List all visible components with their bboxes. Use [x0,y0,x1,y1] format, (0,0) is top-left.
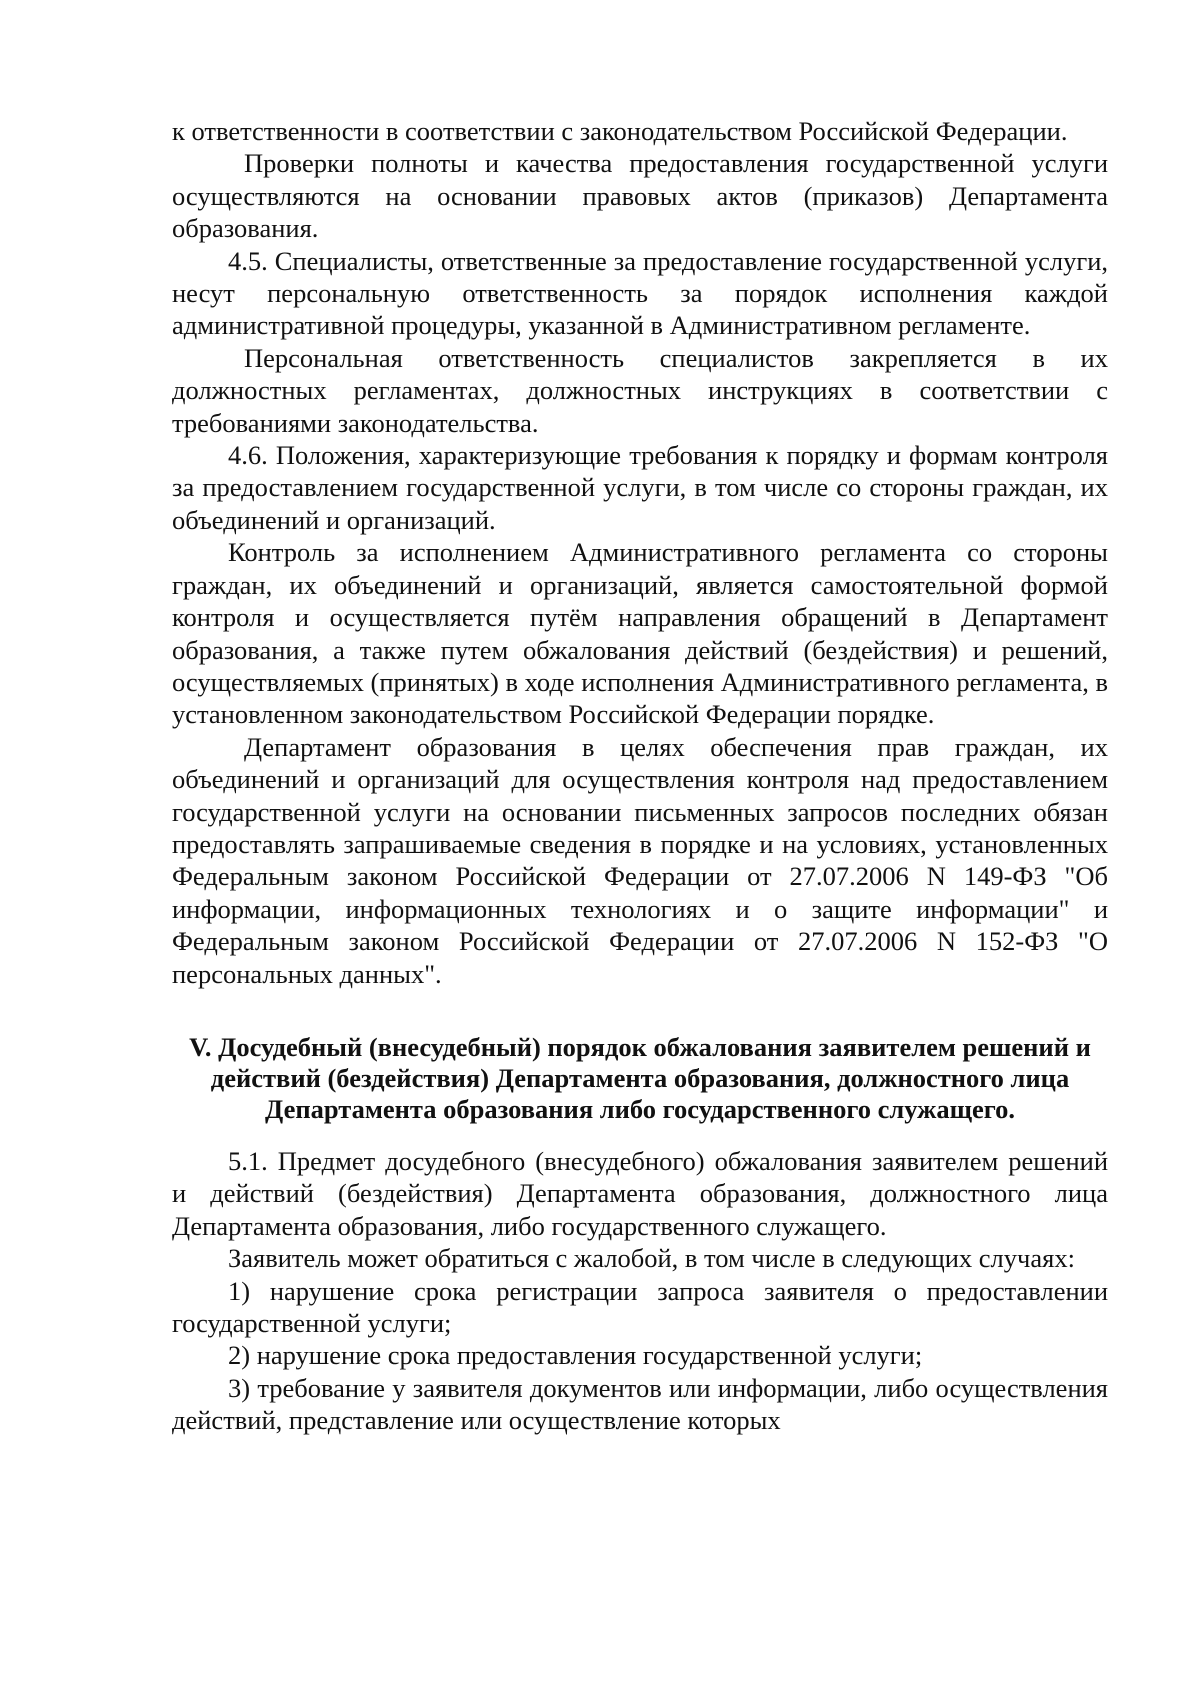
paragraph: Проверки полноты и качества предоставления государственной услуги осуществляются на основании правовых актов (приказов) Департамента образования. [172,148,1108,244]
paragraph: 5.1. Предмет досудебного (внесудебного) обжалования заявителем решений и действий (бездействия) Департамента образования, должностного лица Департамента образования, либо государственного служащего. [172,1145,1108,1241]
paragraph: 2) нарушение срока предоставления государственной услуги; [228,1340,923,1371]
spacer [172,990,1108,1032]
document-body [172,115,1108,1437]
paragraph: Заявитель может обратиться с жалобой, в том числе в следующих случаях: [228,1243,1075,1274]
section-4-text [172,115,1108,990]
paragraph: к ответственности в соответствии с законодательством Российской Федерации. [172,116,1068,146]
paragraph: 4.5. Специалисты, ответственные за предоставление государственной услуги, несут персональную ответственность за порядок исполнения каждой административной процедуры, указанной в Административном регламенте. [172,245,1108,341]
paragraph: Контроль за исполнением Административного регламента со стороны граждан, их объединений и организаций, является самостоятельной формой контроля и осуществляется путём направления обращений в Департамент образования, а также путем обжалования действий (бездействия) и решений, осуществляемых (принятых) в ходе исполнения Административного регламента, в установленном законодательством Российской Федерации порядке. [172,537,1108,730]
paragraph: Департамент образования в целях обеспечения прав граждан, их объединений и организаций для осуществления контроля над предоставлением государственной услуги на основании письменных запросов последних обязан предоставлять запрашиваемые сведения в порядке и на условиях, установленных Федеральным законом Российской Федерации от 27.07.2006 N 149-ФЗ "Об информации, информационных технологиях и о защите информации" и Федеральным законом Российской Федерации от 27.07.2006 N 152-ФЗ "О персональных данных". [172,731,1108,989]
paragraph: 1) нарушение срока регистрации запроса заявителя о предоставлении государственной услуги; [172,1275,1108,1338]
paragraph: Персональная ответственность специалистов закрепляется в их должностных регламентах, должностных инструкциях в соответствии с требованиями законодательства. [172,342,1108,438]
spacer [172,1125,1108,1145]
section-heading: V. Досудебный (внесудебный) порядок обжалования заявителем решений и действий (бездействия) Департамента образования, должностного лица Департамента образования либо государственного служащего. [189,1031,1091,1124]
paragraph: 4.6. Положения, характеризующие требования к порядку и формам контроля за предоставлением государственной услуги, в том числе со стороны граждан, их объединений и организаций. [172,440,1108,535]
paragraph: 3) требование у заявителя документов или информации, либо осуществления действий, представление или осуществление которых [172,1372,1108,1436]
section-5-text [172,1145,1108,1437]
